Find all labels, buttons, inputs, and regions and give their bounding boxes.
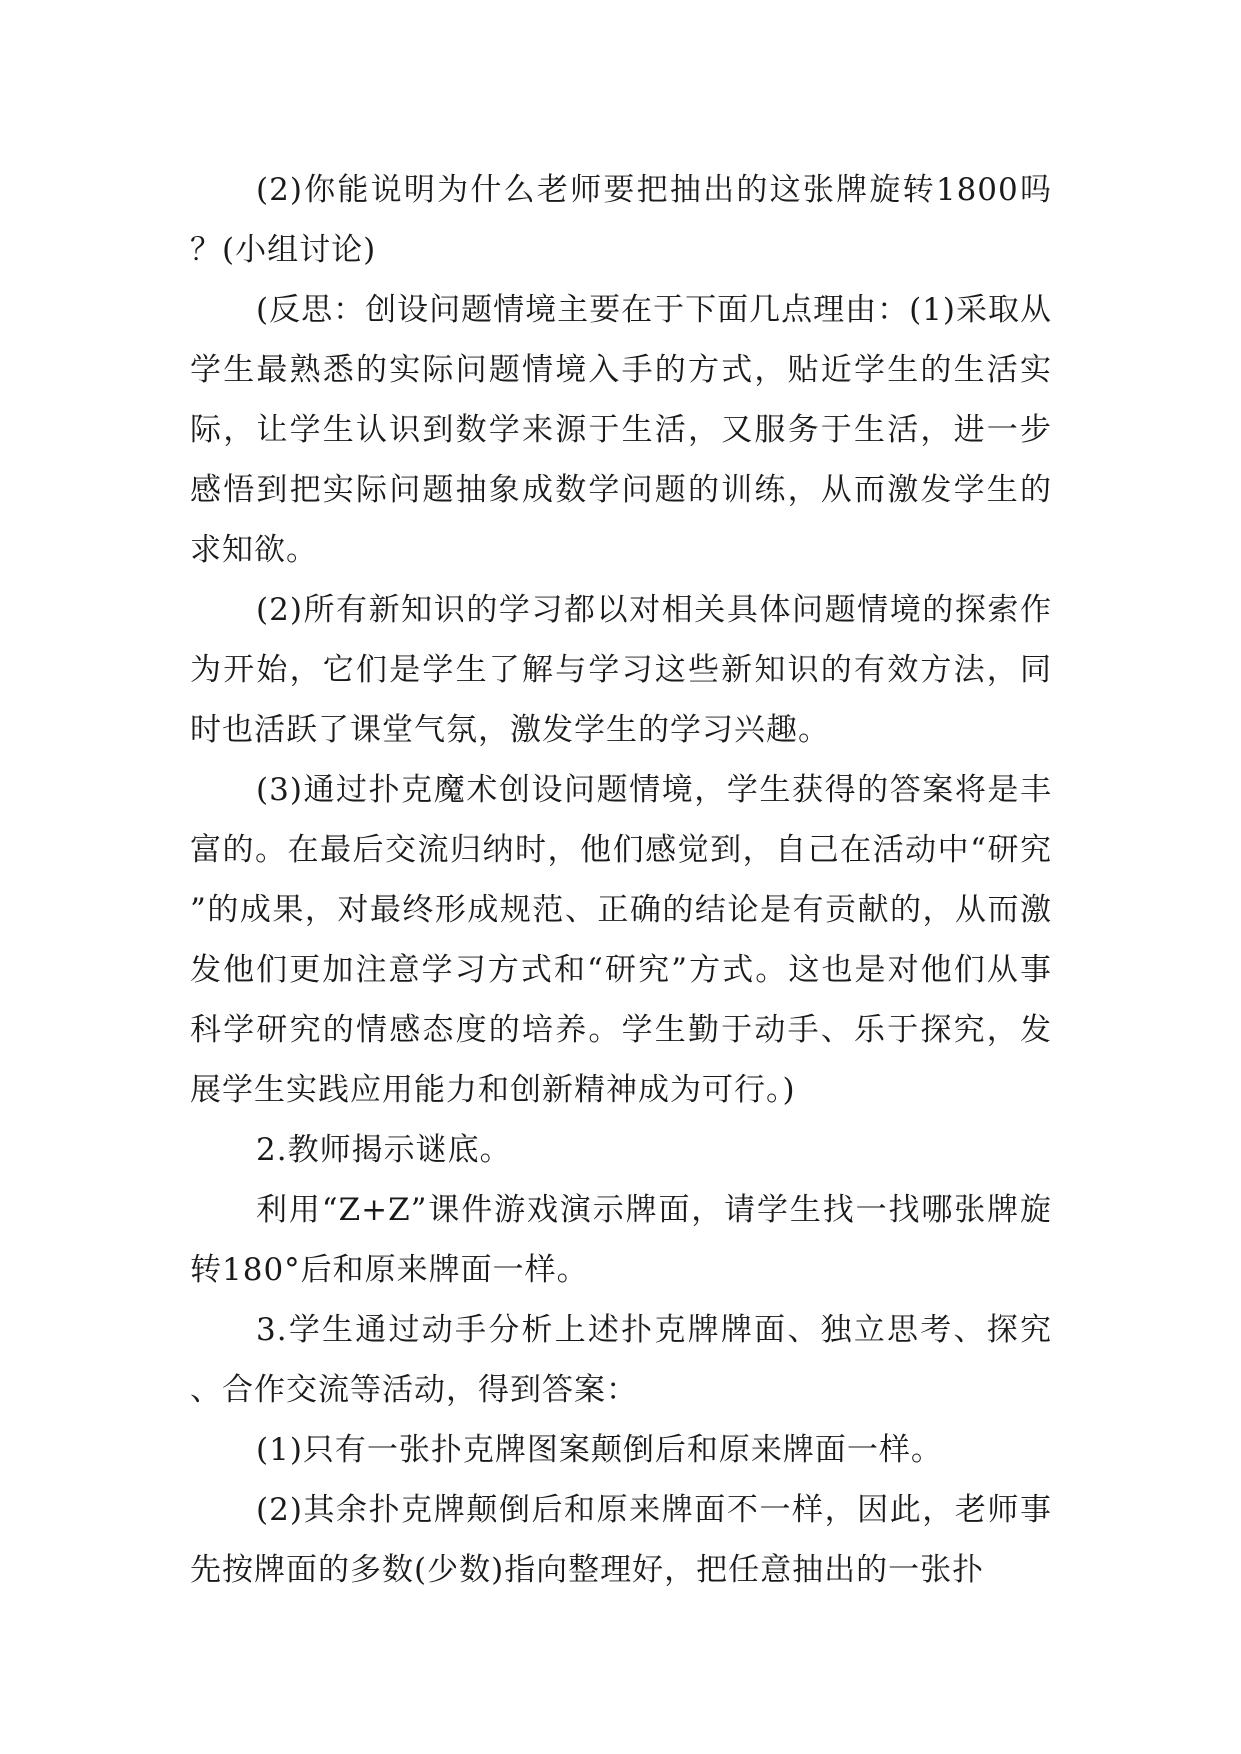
document-body xyxy=(190,160,1052,1600)
paragraph-answer-1: (1)只有一张扑克牌图案颠倒后和原来牌面一样。 xyxy=(256,1432,943,1468)
paragraph-step-3: 3.学生通过动手分析上述扑克牌牌面、独立思考、探究、合作交流等活动，得到答案： xyxy=(190,1312,1052,1408)
paragraph-reflection-point-2: (2)所有新知识的学习都以对相关具体问题情境的探索作为开始，它们是学生了解与学习这些新知识的有效方法，同时也活跃了课堂气氛，激发学生的学习兴趣。 xyxy=(190,592,1052,748)
paragraph-answer-2: (2)其余扑克牌颠倒后和原来牌面不一样，因此，老师事先按牌面的多数(少数)指向整理好，把任意抽出的一张扑 xyxy=(190,1492,1052,1588)
paragraph-reflection-point-3: (3)通过扑克魔术创设问题情境，学生获得的答案将是丰富的。在最后交流归纳时，他们感觉到，自己在活动中“研究”的成果，对最终形成规范、正确的结论是有贡献的，从而激发他们更加注意学习方式和“研究”方式。这也是对他们从事科学研究的情感态度的培养。学生勤于动手、乐于探究，发展学生实践应用能力和创新精神成为可行。) xyxy=(190,772,1052,1108)
paragraph-step-2: 2.教师揭示谜底。 xyxy=(256,1132,512,1168)
paragraph-question-2: (2)你能说明为什么老师要把抽出的这张牌旋转1800吗？(小组讨论) xyxy=(190,172,1052,268)
paragraph-courseware-demo: 利用“Z+Z”课件游戏演示牌面，请学生找一找哪张牌旋转180°后和原来牌面一样。 xyxy=(190,1192,1052,1288)
paragraph-reflection: (反思：创设问题情境主要在于下面几点理由：(1)采取从学生最熟悉的实际问题情境入手的方式，贴近学生的生活实际，让学生认识到数学来源于生活，又服务于生活，进一步感悟到把实际问题抽象成数学问题的训练，从而激发学生的求知欲。 xyxy=(190,292,1053,568)
